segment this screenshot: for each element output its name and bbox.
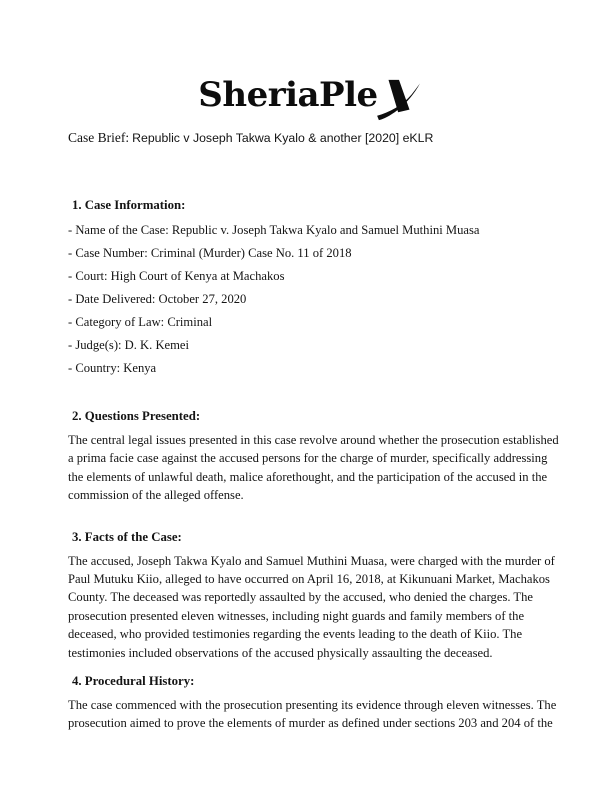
swoosh-x-icon bbox=[376, 79, 422, 121]
case-info-item-court: - Court: High Court of Kenya at Machakos bbox=[68, 269, 285, 283]
section-heading-procedural-history: 4. Procedural History: bbox=[72, 674, 195, 689]
paragraph-line: The case commenced with the prosecution presenting its evidence through eleven witnesses. The bbox=[68, 698, 557, 713]
case-info-item-name: - Name of the Case: Republic v. Joseph Takwa Kyalo and Samuel Muthini Muasa bbox=[68, 223, 480, 237]
paragraph-line: deceased, who provided testimonies regarding the events leading to the death of Kiio. The bbox=[68, 627, 523, 642]
case-info-item-country: - Country: Kenya bbox=[68, 361, 157, 375]
paragraph-line: commission of the alleged offense. bbox=[68, 488, 244, 503]
logo bbox=[74, 72, 546, 120]
section-questions-presented bbox=[68, 408, 559, 505]
section-heading-case-information: 1. Case Information: bbox=[72, 198, 186, 212]
procedural-history-paragraph bbox=[68, 696, 557, 733]
case-info-item-category: - Category of Law: Criminal bbox=[68, 315, 213, 329]
case-brief-title: Republic v Joseph Takwa Kyalo & another [2020] eKLR bbox=[132, 131, 434, 145]
questions-presented-paragraph bbox=[68, 431, 559, 505]
paragraph-line: The central legal issues presented in this case revolve around whether the prosecution established bbox=[68, 433, 559, 447]
paragraph-line: testimonies included observations of the accused physically assaulting the deceased. bbox=[68, 645, 493, 660]
case-brief-line bbox=[68, 130, 546, 146]
facts-paragraph bbox=[68, 552, 555, 662]
section-facts-of-the-case bbox=[68, 529, 555, 662]
case-brief-label: Case Brief: bbox=[68, 130, 130, 145]
case-info-item-date: - Date Delivered: October 27, 2020 bbox=[68, 292, 247, 306]
section-heading-facts-of-the-case: 3. Facts of the Case: bbox=[72, 529, 182, 544]
section-heading-questions-presented: 2. Questions Presented: bbox=[72, 409, 201, 423]
paragraph-line: County. The deceased was reportedly assaulted by the accused, who denied the charges. The bbox=[68, 590, 533, 605]
paragraph-line: prosecution aimed to prove the elements of murder as defined under sections 203 and 204 of the bbox=[68, 716, 553, 731]
paragraph-line: prosecution presented eleven witnesses, including night guards and family members of the bbox=[68, 608, 525, 623]
logo-text: SheriaPle bbox=[198, 75, 378, 115]
paragraph-line: Paul Mutuku Kiio, alleged to have occurred on April 16, 2018, at Kikunuani Market, Machakos bbox=[68, 572, 550, 587]
section-procedural-history bbox=[68, 673, 557, 733]
paragraph-line: a prima facie case against the accused persons for the charge of murder, specifically addressing bbox=[68, 451, 548, 466]
section-case-information bbox=[68, 197, 546, 375]
case-info-item-judges: - Judge(s): D. K. Kemei bbox=[68, 338, 190, 352]
paragraph-line: The accused, Joseph Takwa Kyalo and Samuel Muthini Muasa, were charged with the murder of bbox=[68, 553, 555, 568]
paragraph-line: the elements of unlawful death, malice aforethought, and the participation of the accused in the bbox=[68, 469, 548, 484]
case-info-item-number: - Case Number: Criminal (Murder) Case No. 11 of 2018 bbox=[68, 246, 352, 260]
